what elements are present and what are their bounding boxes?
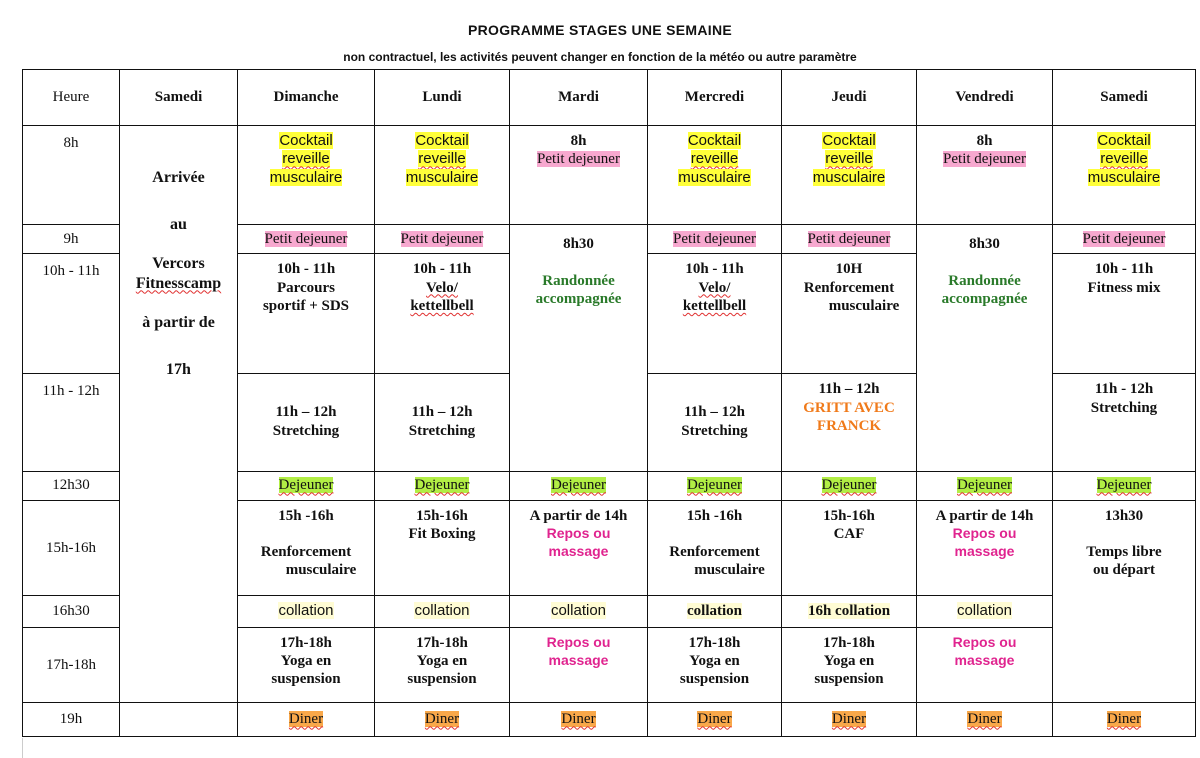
cell-jeudi-dej: Dejeuner bbox=[782, 471, 917, 500]
arrival-line: Arrivée bbox=[152, 169, 205, 187]
cell-jeudi-collation: 16h collation bbox=[782, 595, 917, 627]
cell-dimanche-11h: 11h – 12h Stretching bbox=[238, 374, 375, 471]
hour-cell: 11h - 12h bbox=[23, 374, 120, 471]
cell-dimanche-17h: 17h-18h Yoga en suspension bbox=[238, 627, 375, 702]
cell-lundi-dej: Dejeuner bbox=[375, 471, 510, 500]
hour-cell: 12h30 bbox=[23, 471, 120, 500]
hour-cell: 8h bbox=[23, 126, 120, 225]
cell-jeudi-8h: Cocktail reveille musculaire bbox=[782, 126, 917, 225]
row-19h bbox=[23, 702, 1196, 736]
cell-mercredi-17h: 17h-18h Yoga en suspension bbox=[648, 627, 782, 702]
header-vendredi: Vendredi bbox=[917, 70, 1053, 126]
cell-dimanche-10h: 10h - 11h Parcours sportif + SDS bbox=[238, 254, 375, 374]
cell-mercredi-dej: Dejeuner bbox=[648, 471, 782, 500]
cell-mardi-diner: Diner bbox=[510, 702, 648, 736]
cell-mardi-collation: collation bbox=[510, 595, 648, 627]
arrival-line: Vercors Fitnesscamp bbox=[135, 255, 222, 292]
cell-lundi-9h: Petit dejeuner bbox=[375, 225, 510, 254]
hour-cell: 16h30 bbox=[23, 595, 120, 627]
cell-samedi2-11h: 11h - 12h Stretching bbox=[1053, 374, 1196, 471]
cell-lundi-15h: 15h-16h Fit Boxing bbox=[375, 500, 510, 595]
arrival-cell bbox=[120, 126, 238, 703]
hour-cell: 17h-18h bbox=[23, 627, 120, 702]
hour-cell: 19h bbox=[23, 702, 120, 736]
cell-mercredi-10h: 10h - 11h Velo/ kettellbell bbox=[648, 254, 782, 374]
hour-cell: 10h - 11h bbox=[23, 254, 120, 374]
cell-vendredi-8h: 8h Petit dejeuner bbox=[917, 126, 1053, 225]
header-lundi: Lundi bbox=[375, 70, 510, 126]
cell-mercredi-11h: 11h – 12h Stretching bbox=[648, 374, 782, 471]
cell-dimanche-15h: 15h -16h Renforcement musculaire bbox=[238, 500, 375, 595]
header-dimanche: Dimanche bbox=[238, 70, 375, 126]
cell-samedi2-9h: Petit dejeuner bbox=[1053, 225, 1196, 254]
header-samedi: Samedi bbox=[120, 70, 238, 126]
cell-vendredi-17h: Repos ou massage bbox=[917, 627, 1053, 702]
cell-jeudi-17h: 17h-18h Yoga en suspension bbox=[782, 627, 917, 702]
cell-lundi-11h: 11h – 12h Stretching bbox=[375, 374, 510, 471]
hour-cell: 9h bbox=[23, 225, 120, 254]
cell-vendredi-collation: collation bbox=[917, 595, 1053, 627]
cell-lundi-10h: 10h - 11h Velo/ kettellbell bbox=[375, 254, 510, 374]
cell-lundi-17h: 17h-18h Yoga en suspension bbox=[375, 627, 510, 702]
cell-dimanche-collation: collation bbox=[238, 595, 375, 627]
page-edge-line bbox=[22, 738, 23, 758]
cell-mercredi-9h: Petit dejeuner bbox=[648, 225, 782, 254]
cell-jeudi-10h: 10H Renforcement musculaire bbox=[782, 254, 917, 374]
page-title: PROGRAMME STAGES UNE SEMAINE bbox=[467, 22, 733, 38]
row-8h bbox=[23, 126, 1196, 225]
cell-mardi-dej: Dejeuner bbox=[510, 471, 648, 500]
cell-lundi-collation: collation bbox=[375, 595, 510, 627]
header-samedi-2: Samedi bbox=[1053, 70, 1196, 126]
cell-vendredi-rando: 8h30 Randonnée accompagnée bbox=[917, 225, 1053, 471]
cell-dimanche-8h: Cocktail reveille musculaire bbox=[238, 126, 375, 225]
cell-mardi-8h: 8h Petit dejeuner bbox=[510, 126, 648, 225]
cell-lundi-8h: Cocktail reveille musculaire bbox=[375, 126, 510, 225]
hour-cell: 15h-16h bbox=[23, 500, 120, 595]
cell-mercredi-15h: 15h -16h Renforcement musculaire bbox=[648, 500, 782, 595]
cell-jeudi-9h: Petit dejeuner bbox=[782, 225, 917, 254]
cell-mardi-rando: 8h30 Randonnée accompagnée bbox=[510, 225, 648, 471]
cell-dimanche-diner: Diner bbox=[238, 702, 375, 736]
schedule-table bbox=[22, 69, 1196, 737]
cell-samedi2-15h: 13h30 Temps libre ou départ bbox=[1053, 500, 1196, 702]
cell-jeudi-15h: 15h-16h CAF bbox=[782, 500, 917, 595]
cell-jeudi-diner: Diner bbox=[782, 702, 917, 736]
arrival-line: 17h bbox=[166, 360, 191, 378]
cell-samedi-19h bbox=[120, 702, 238, 736]
cell-vendredi-dej: Dejeuner bbox=[917, 471, 1053, 500]
cell-mardi-15h: A partir de 14h Repos ou massage bbox=[510, 500, 648, 595]
page-subtitle: non contractuel, les activités peuvent changer en fonction de la météo ou autre paramètre bbox=[343, 50, 857, 64]
cell-vendredi-diner: Diner bbox=[917, 702, 1053, 736]
cell-mardi-17h: Repos ou massage bbox=[510, 627, 648, 702]
cell-samedi2-diner: Diner bbox=[1053, 702, 1196, 736]
cell-dimanche-dej: Dejeuner bbox=[238, 471, 375, 500]
cell-vendredi-15h: A partir de 14h Repos ou massage bbox=[917, 500, 1053, 595]
cell-dimanche-9h: Petit dejeuner bbox=[238, 225, 375, 254]
cell-mercredi-collation: collation bbox=[648, 595, 782, 627]
cell-samedi2-dej: Dejeuner bbox=[1053, 471, 1196, 500]
header-row bbox=[23, 70, 1196, 126]
header-mercredi: Mercredi bbox=[648, 70, 782, 126]
header-jeudi: Jeudi bbox=[782, 70, 917, 126]
cell-jeudi-11h: 11h – 12h GRITT AVEC FRANCK bbox=[782, 374, 917, 471]
cell-mercredi-8h: Cocktail reveille musculaire bbox=[648, 126, 782, 225]
cell-samedi2-10h: 10h - 11h Fitness mix bbox=[1053, 254, 1196, 374]
cell-samedi2-8h: Cocktail reveille musculaire bbox=[1053, 126, 1196, 225]
arrival-line: à partir de bbox=[142, 314, 215, 332]
header-mardi: Mardi bbox=[510, 70, 648, 126]
cell-mercredi-diner: Diner bbox=[648, 702, 782, 736]
cell-lundi-diner: Diner bbox=[375, 702, 510, 736]
header-heure: Heure bbox=[23, 70, 120, 126]
arrival-line: au bbox=[170, 215, 187, 233]
